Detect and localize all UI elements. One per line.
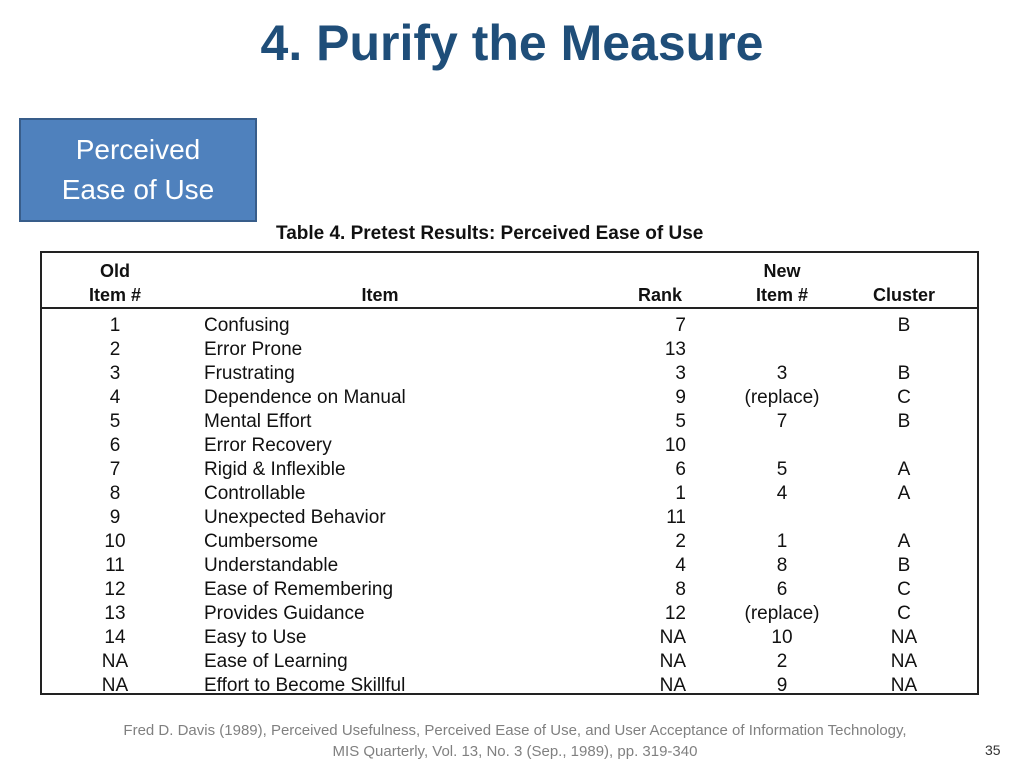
cell-rank: 7 bbox=[675, 315, 686, 336]
page-number: 35 bbox=[985, 742, 1001, 758]
citation-line1: Fred D. Davis (1989), Perceived Usefulness, Perceived Ease of Use, and User Acceptance of Information Technology, bbox=[123, 722, 907, 739]
cell-old-item: NA bbox=[101, 675, 129, 696]
cell-rank: 9 bbox=[675, 387, 686, 408]
cell-cluster: B bbox=[897, 363, 911, 384]
table-row bbox=[40, 602, 979, 626]
cell-item: Error Prone bbox=[204, 339, 303, 360]
topic-tag-line2: Ease of Use bbox=[61, 174, 215, 205]
table-row bbox=[40, 362, 979, 386]
cell-new-item: 6 bbox=[776, 579, 788, 600]
header-old-line2: Item # bbox=[88, 285, 142, 305]
header-new-line1: New bbox=[763, 261, 801, 281]
cell-old-item: 12 bbox=[104, 579, 126, 600]
cell-item: Understandable bbox=[204, 555, 339, 576]
cell-rank: 11 bbox=[666, 507, 686, 528]
cell-cluster: NA bbox=[890, 627, 918, 648]
cell-rank: 1 bbox=[675, 483, 686, 504]
cell-item: Mental Effort bbox=[204, 411, 312, 432]
cell-new-item: 3 bbox=[776, 363, 788, 384]
header-divider bbox=[40, 307, 979, 309]
header-cluster: Cluster bbox=[872, 285, 935, 305]
cell-cluster: B bbox=[897, 411, 911, 432]
cell-item: Rigid & Inflexible bbox=[204, 459, 346, 480]
cell-new-item: 8 bbox=[776, 555, 788, 576]
header-new-line2: Item # bbox=[755, 285, 809, 305]
cell-rank: 2 bbox=[675, 531, 686, 552]
table-row bbox=[40, 410, 979, 434]
cell-old-item: 8 bbox=[109, 483, 121, 504]
cell-cluster: A bbox=[897, 531, 911, 552]
cell-item: Controllable bbox=[204, 483, 306, 504]
cell-cluster: B bbox=[897, 555, 911, 576]
cell-old-item: 13 bbox=[104, 603, 126, 624]
cell-rank: 3 bbox=[675, 363, 686, 384]
cell-new-item: 9 bbox=[776, 675, 788, 696]
cell-item: Cumbersome bbox=[204, 531, 319, 552]
cell-item: Error Recovery bbox=[204, 435, 332, 456]
header-item: Item bbox=[361, 285, 399, 305]
cell-new-item: (replace) bbox=[744, 603, 820, 624]
cell-new-item: 7 bbox=[776, 411, 788, 432]
cell-rank: 12 bbox=[664, 603, 686, 624]
cell-rank: 13 bbox=[664, 339, 686, 360]
cell-item: Ease of Learning bbox=[204, 651, 348, 672]
cell-new-item: 10 bbox=[771, 627, 793, 648]
cell-new-item: 2 bbox=[776, 651, 788, 672]
cell-old-item: 5 bbox=[109, 411, 121, 432]
cell-rank: 4 bbox=[675, 555, 686, 576]
cell-old-item: 14 bbox=[104, 627, 126, 648]
topic-tag-line1: Perceived bbox=[75, 134, 201, 165]
cell-item: Confusing bbox=[204, 315, 290, 336]
cell-old-item: 9 bbox=[109, 507, 121, 528]
cell-cluster: B bbox=[897, 315, 911, 336]
table-row bbox=[40, 578, 979, 602]
cell-new-item: 5 bbox=[776, 459, 788, 480]
cell-rank: NA bbox=[659, 627, 686, 648]
cell-cluster: A bbox=[897, 459, 911, 480]
cell-item: Unexpected Behavior bbox=[204, 507, 386, 528]
cell-new-item: (replace) bbox=[744, 387, 820, 408]
table-row bbox=[40, 554, 979, 578]
table-row bbox=[40, 674, 979, 698]
table-row bbox=[40, 530, 979, 554]
cell-cluster: NA bbox=[890, 651, 918, 672]
table-row bbox=[40, 626, 979, 650]
cell-rank: NA bbox=[659, 651, 686, 672]
table-caption: Table 4. Pretest Results: Perceived Ease of Use bbox=[276, 223, 704, 244]
table-row bbox=[40, 458, 979, 482]
cell-item: Frustrating bbox=[204, 363, 295, 384]
cell-old-item: NA bbox=[101, 651, 129, 672]
cell-old-item: 10 bbox=[104, 531, 126, 552]
cell-cluster: C bbox=[897, 603, 911, 624]
table-row bbox=[40, 506, 979, 530]
table-row bbox=[40, 482, 979, 506]
cell-rank: 8 bbox=[675, 579, 686, 600]
cell-item: Effort to Become Skillful bbox=[204, 675, 406, 696]
table-row bbox=[40, 338, 979, 362]
topic-tag bbox=[19, 118, 257, 222]
cell-old-item: 2 bbox=[109, 339, 121, 360]
cell-rank: 6 bbox=[675, 459, 686, 480]
header-new-item bbox=[722, 259, 842, 307]
table-row bbox=[40, 386, 979, 410]
cell-item: Ease of Remembering bbox=[204, 579, 394, 600]
cell-old-item: 1 bbox=[109, 315, 121, 336]
cell-cluster: NA bbox=[890, 675, 918, 696]
cell-cluster: C bbox=[897, 387, 911, 408]
header-rank: Rank bbox=[637, 285, 682, 305]
cell-new-item: 4 bbox=[776, 483, 788, 504]
cell-item: Easy to Use bbox=[204, 627, 307, 648]
citation bbox=[40, 720, 990, 762]
cell-cluster: C bbox=[897, 579, 911, 600]
cell-old-item: 6 bbox=[109, 435, 121, 456]
cell-old-item: 4 bbox=[109, 387, 121, 408]
cell-rank: NA bbox=[659, 675, 686, 696]
slide-title: 4. Purify the Measure bbox=[260, 15, 764, 71]
cell-rank: 10 bbox=[664, 435, 686, 456]
cell-cluster: A bbox=[897, 483, 911, 504]
cell-new-item: 1 bbox=[776, 531, 788, 552]
cell-item: Provides Guidance bbox=[204, 603, 365, 624]
cell-rank: 5 bbox=[675, 411, 686, 432]
cell-old-item: 3 bbox=[109, 363, 121, 384]
table-row bbox=[40, 650, 979, 674]
table-row bbox=[40, 314, 979, 338]
header-old-line1: Old bbox=[100, 261, 130, 281]
cell-old-item: 11 bbox=[105, 555, 125, 576]
cell-old-item: 7 bbox=[109, 459, 121, 480]
cell-item: Dependence on Manual bbox=[204, 387, 406, 408]
citation-line2: MIS Quarterly, Vol. 13, No. 3 (Sep., 1989), pp. 319-340 bbox=[332, 743, 698, 760]
header-old-item bbox=[70, 259, 160, 307]
table-row bbox=[40, 434, 979, 458]
